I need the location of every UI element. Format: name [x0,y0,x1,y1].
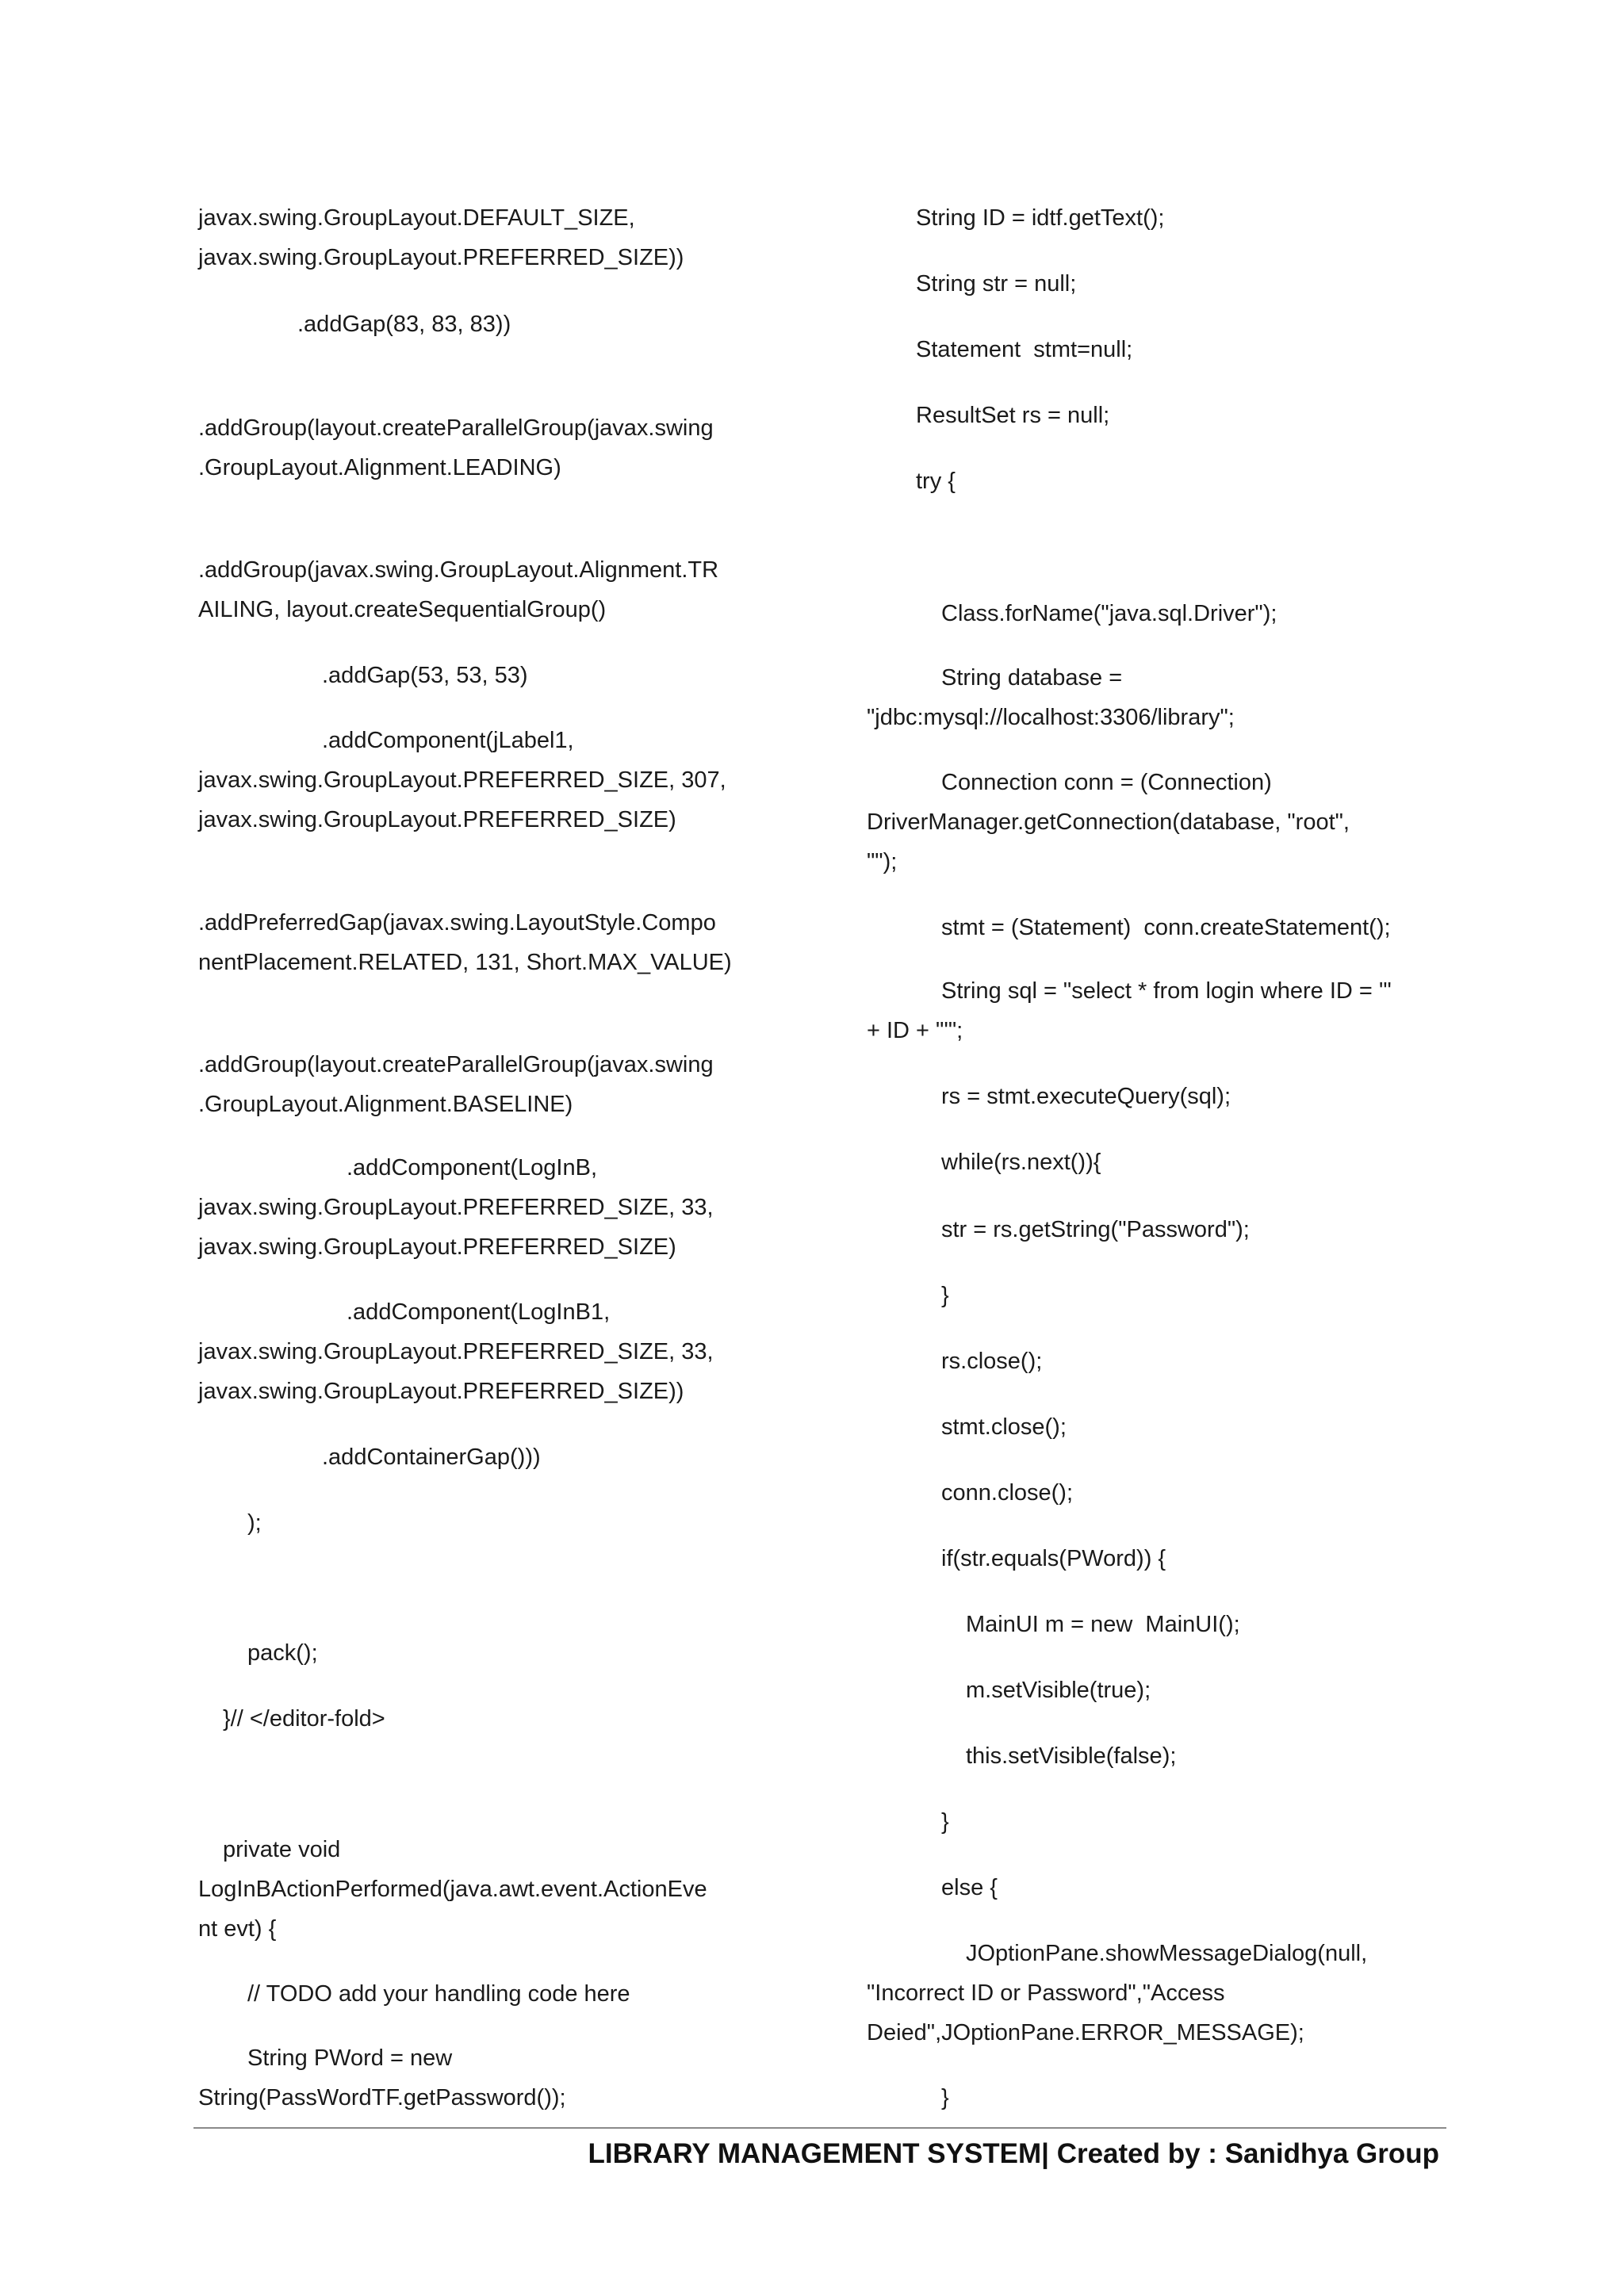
code-line: } [941,1283,949,1308]
code-line: conn.close(); [941,1480,1074,1506]
code-line: // TODO add your handling code here [247,1981,630,2007]
code-line: .addComponent(jLabel1, [322,728,574,753]
code-line: "Incorrect ID or Password","Access [867,1980,1225,2006]
code-line: if(str.equals(PWord)) { [941,1546,1166,1571]
code-line: ); [247,1510,262,1536]
code-line: javax.swing.GroupLayout.PREFERRED_SIZE)) [198,245,684,270]
code-line: .addGap(83, 83, 83)) [297,312,511,337]
code-line: .addGroup(layout.createParallelGroup(javax.swing [198,415,714,441]
code-line: .addGroup(layout.createParallelGroup(javax.swing [198,1052,714,1077]
code-line: javax.swing.GroupLayout.DEFAULT_SIZE, [198,205,635,231]
code-line: this.setVisible(false); [966,1743,1177,1769]
code-line: while(rs.next()){ [941,1150,1101,1175]
code-line: Class.forName("java.sql.Driver"); [941,601,1277,626]
code-line: DriverManager.getConnection(database, "root", [867,809,1350,835]
code-line: javax.swing.GroupLayout.PREFERRED_SIZE)) [198,1379,684,1404]
code-line: Connection conn = (Connection) [941,770,1272,795]
code-line: try { [916,469,956,494]
code-line: rs.close(); [941,1349,1043,1374]
code-line: nt evt) { [198,1916,277,1942]
code-line: .addGap(53, 53, 53) [322,663,528,688]
code-line: pack(); [247,1640,318,1666]
code-line: String(PassWordTF.getPassword()); [198,2085,566,2110]
code-line: javax.swing.GroupLayout.PREFERRED_SIZE, 307, [198,767,726,793]
footer-divider [193,2127,1446,2129]
code-line: .addPreferredGap(javax.swing.LayoutStyle.Compo [198,910,716,936]
code-line: LogInBActionPerformed(java.awt.event.ActionEve [198,1877,707,1902]
code-line: str = rs.getString("Password"); [941,1217,1250,1242]
code-line: stmt = (Statement) conn.createStatement(); [941,915,1391,940]
code-line: JOptionPane.showMessageDialog(null, [966,1941,1368,1966]
page-footer: LIBRARY MANAGEMENT SYSTEM| Created by : Sanidhya Group [588,2138,1439,2169]
code-line: Deied",JOptionPane.ERROR_MESSAGE); [867,2020,1304,2045]
code-line: .addGroup(javax.swing.GroupLayout.Alignment.TR [198,557,719,583]
code-line: nentPlacement.RELATED, 131, Short.MAX_VALUE) [198,950,732,975]
code-line: ResultSet rs = null; [916,403,1110,428]
code-line: String sql = "select * from login where ID = '" [941,978,1392,1004]
code-line: .GroupLayout.Alignment.BASELINE) [198,1092,573,1117]
code-line: ""); [867,849,898,874]
code-line: rs = stmt.executeQuery(sql); [941,1084,1231,1109]
code-line: String ID = idtf.getText(); [916,205,1165,231]
code-line: .GroupLayout.Alignment.LEADING) [198,455,561,480]
code-line: javax.swing.GroupLayout.PREFERRED_SIZE, 33, [198,1339,714,1364]
code-line: .addContainerGap())) [322,1445,541,1470]
code-line: javax.swing.GroupLayout.PREFERRED_SIZE) [198,1234,676,1260]
code-line: .addComponent(LogInB, [347,1155,597,1181]
code-line: String database = [941,665,1123,691]
code-line: MainUI m = new MainUI(); [966,1612,1240,1637]
code-line: javax.swing.GroupLayout.PREFERRED_SIZE, 33, [198,1195,714,1220]
code-line: "jdbc:mysql://localhost:3306/library"; [867,705,1235,730]
code-line: javax.swing.GroupLayout.PREFERRED_SIZE) [198,807,676,832]
code-line: else { [941,1875,998,1900]
code-line: String PWord = new [247,2045,453,2071]
code-line: Statement stmt=null; [916,337,1133,362]
code-line: } [941,2085,949,2110]
code-line: } [941,1809,949,1835]
code-line: AILING, layout.createSequentialGroup() [198,597,607,622]
code-line: m.setVisible(true); [966,1678,1151,1703]
code-line: private void [223,1837,341,1862]
code-line: + ID + "'"; [867,1018,963,1043]
code-line: stmt.close(); [941,1414,1067,1440]
code-line: String str = null; [916,271,1077,297]
code-line: }// </editor-fold> [223,1706,385,1732]
code-line: .addComponent(LogInB1, [347,1299,611,1325]
